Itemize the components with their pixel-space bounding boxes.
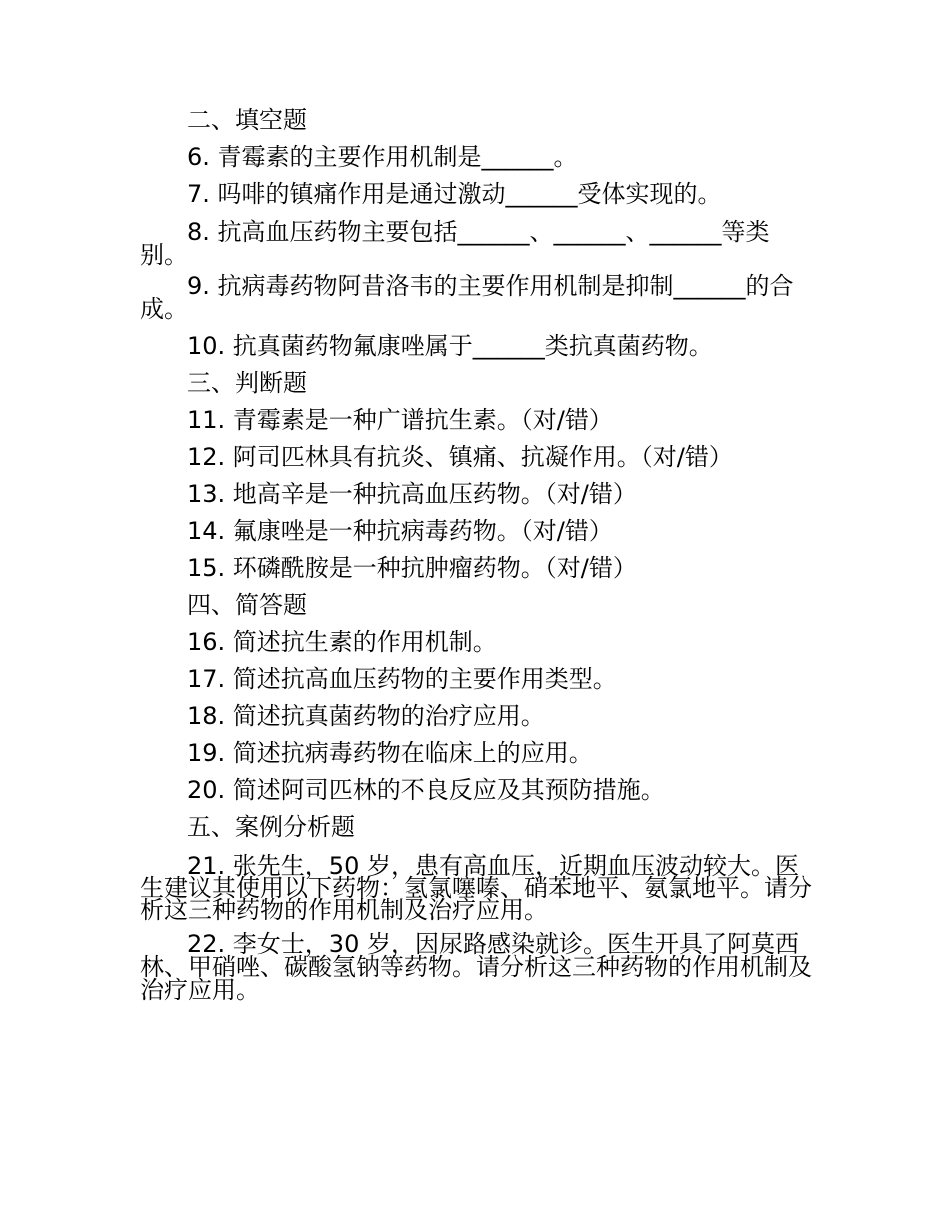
- question-12: 12. 阿司匹林具有抗炎、镇痛、抗凝作用。（对/错）: [187, 443, 733, 471]
- question-13: 13. 地高辛是一种抗高血压药物。（对/错）: [187, 480, 637, 508]
- question-21: 21. 张先生，50 岁，患有高血压，近期血压波动较大。医生建议其使用以下药物：氢氯噻嗪、硝苯地平、氨氯地平。请分析这三种药物的作用机制及治疗应用。: [140, 852, 812, 924]
- question-11: 11. 青霉素是一种广谱抗生素。（对/错）: [187, 406, 613, 434]
- question-20: 20. 简述阿司匹林的不良反应及其预防措施。: [187, 776, 665, 804]
- question-9: 9. 抗病毒药物阿昔洛韦的主要作用机制是抑制______的合成。: [140, 272, 794, 323]
- question-8: 8. 抗高血压药物主要包括______、______、______等类别。: [140, 218, 770, 269]
- question-6: 6. 青霉素的主要作用机制是______。: [187, 143, 578, 171]
- question-15: 15. 环磷酰胺是一种抗肿瘤药物。（对/错）: [187, 554, 637, 582]
- question-10: 10. 抗真菌药物氟康唑属于______类抗真菌药物。: [187, 332, 713, 360]
- question-17: 17. 简述抗高血压药物的主要作用类型。: [187, 665, 617, 693]
- section-heading-fill-blank: 二、填空题: [187, 106, 307, 134]
- question-7: 7. 吗啡的镇痛作用是通过激动______受体实现的。: [187, 180, 722, 208]
- question-19: 19. 简述抗病毒药物在临床上的应用。: [187, 739, 593, 767]
- section-heading-case-analysis: 五、案例分析题: [187, 813, 355, 841]
- question-22: 22. 李女士，30 岁，因尿路感染就诊。医生开具了阿莫西林、甲硝唑、碳酸氢钠等药物。请分析这三种药物的作用机制及治疗应用。: [140, 930, 812, 1004]
- section-heading-short-answer: 四、简答题: [187, 591, 307, 619]
- question-18: 18. 简述抗真菌药物的治疗应用。: [187, 702, 545, 730]
- question-16: 16. 简述抗生素的作用机制。: [187, 628, 497, 656]
- section-heading-true-false: 三、判断题: [187, 369, 307, 397]
- page-content: [140, 102, 812, 1002]
- question-14: 14. 氟康唑是一种抗病毒药物。（对/错）: [187, 517, 613, 545]
